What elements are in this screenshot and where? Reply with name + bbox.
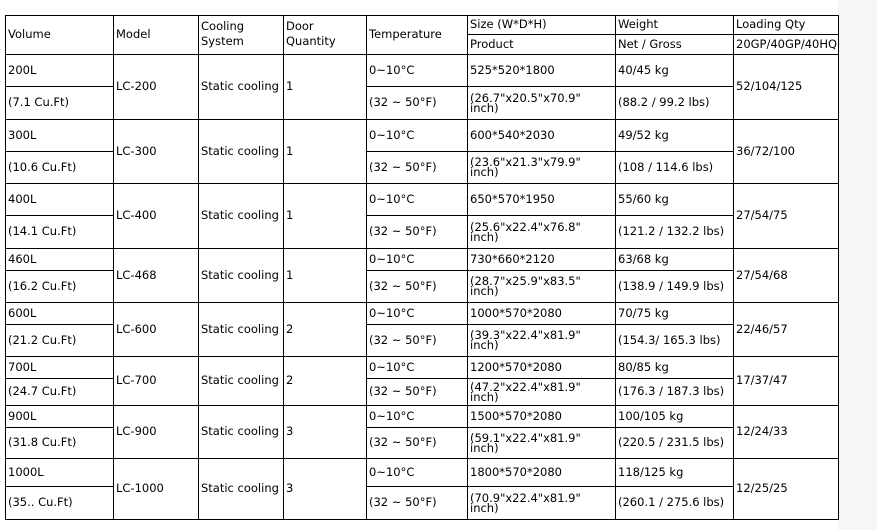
header-cooling-line2: System [201,33,244,48]
row-size-in: (25.6"x22.4"x76.8" inch) [470,219,581,244]
header-loading: Loading Qty [736,16,806,31]
row-volume: 1000L [8,464,44,479]
header-model: Model [116,27,151,41]
table-rule [5,15,839,16]
header-temperature: Temperature [369,27,442,41]
row-cooling: Static cooling [201,321,279,336]
row-volume-cuft: (24.7 Cu.Ft) [8,384,77,398]
row-loading: 12/25/25 [736,481,788,495]
row-temp-f: (32 ~ 50°F) [369,95,437,109]
table-rule [838,15,839,520]
row-temp-f: (32 ~ 50°F) [369,332,437,347]
row-size-mm: 1200*570*2080 [470,359,562,374]
row-loading: 52/104/125 [736,79,803,93]
row-loading: 36/72/100 [736,143,795,158]
row-model: LC-468 [116,267,157,282]
table-rule [366,427,734,428]
row-doors: 1 [286,267,294,282]
row-temp-c: 0~10°C [369,127,415,142]
table-rule [366,151,734,152]
row-size-mm: 650*570*1950 [470,191,555,206]
row-loading: 22/46/57 [736,321,788,336]
row-weight-kg: 63/68 kg [618,251,669,266]
row-doors: 1 [286,143,294,158]
row-weight-lbs: (138.9 / 149.9 lbs) [618,278,725,293]
table-rule [5,119,839,120]
header-volume: Volume [8,27,51,41]
row-cooling: Static cooling [201,481,279,495]
row-doors: 3 [286,481,294,495]
table-rule [5,458,839,459]
row-weight-lbs: (121.2 / 132.2 lbs) [618,224,725,238]
table-rule [5,215,114,216]
row-model: LC-700 [116,373,157,387]
row-model: LC-300 [116,143,157,158]
header-size: Size (W*D*H) [470,16,547,31]
row-size-in: (47.2"x22.4"x81.9" inch) [470,379,581,404]
row-volume-cuft: (14.1 Cu.Ft) [8,224,77,238]
row-size-in: (39.3"x22.4"x81.9" inch) [470,328,581,352]
row-cooling: Static cooling [201,373,279,387]
row-doors: 3 [286,424,294,438]
table-rule [5,302,839,303]
row-temp-c: 0~10°C [369,191,415,206]
row-doors: 2 [286,321,294,336]
table-rule [366,486,734,487]
row-volume: 600L [8,305,37,320]
row-volume: 300L [8,127,37,142]
row-weight-kg: 118/125 kg [618,464,684,479]
row-volume: 200L [8,62,37,77]
header-cooling-line1: Cooling [201,18,245,33]
table-rule [5,324,114,325]
table-rule [467,34,839,35]
row-cooling: Static cooling [201,143,279,158]
table-rule [5,183,839,184]
row-volume: 900L [8,408,37,423]
row-size-mm: 1500*570*2080 [470,408,562,423]
table-rule [366,86,734,87]
row-volume-cuft: (10.6 Cu.Ft) [8,159,77,174]
table-rule [5,427,114,428]
header-door-line1: Door [286,18,314,33]
row-model: LC-900 [116,424,157,438]
row-size-mm: 525*520*1800 [470,62,555,77]
table-rule [366,270,734,271]
row-size-mm: 1800*570*2080 [470,464,562,479]
header-door-line2: Quantity [286,33,336,48]
row-model: LC-400 [116,208,157,222]
row-loading: 27/54/68 [736,267,788,282]
row-size-in: (70.9"x22.4"x81.9" inch) [470,490,581,515]
row-size-mm: 730*660*2120 [470,251,555,266]
table-rule [366,378,734,379]
row-temp-c: 0~10°C [369,62,415,77]
header-weight: Weight [618,16,659,31]
row-weight-kg: 80/85 kg [618,359,669,374]
row-weight-kg: 70/75 kg [618,305,669,320]
row-cooling: Static cooling [201,424,279,438]
row-temp-c: 0~10°C [369,305,415,320]
header-loading-sub: 20GP/40GP/40HQ [736,36,838,51]
row-size-in: (23.6"x21.3"x79.9" inch) [470,155,581,179]
row-weight-lbs: (108 / 114.6 lbs) [618,159,714,174]
row-temp-f: (32 ~ 50°F) [369,224,437,238]
row-temp-f: (32 ~ 50°F) [369,278,437,293]
row-cooling: Static cooling [201,79,279,93]
row-loading: 27/54/75 [736,208,788,222]
table-rule [5,405,839,406]
row-weight-kg: 100/105 kg [618,408,684,423]
row-model: LC-600 [116,321,157,336]
row-volume-cuft: (31.8 Cu.Ft) [8,435,77,449]
table-rule [5,248,839,249]
row-volume-cuft: (7.1 Cu.Ft) [8,95,70,109]
row-volume: 400L [8,191,37,206]
table-rule [5,486,114,487]
row-volume-cuft: (16.2 Cu.Ft) [8,278,77,293]
row-model: LC-1000 [116,481,164,495]
row-size-in: (26.7"x20.5"x70.9" inch) [470,90,581,115]
table-rule [5,519,839,520]
row-model: LC-200 [116,79,157,93]
row-volume: 460L [8,251,37,266]
table-rule [5,151,114,152]
row-doors: 1 [286,208,294,222]
row-temp-c: 0~10°C [369,359,415,374]
row-temp-c: 0~10°C [369,464,415,479]
table-rule [5,356,839,357]
row-weight-lbs: (176.3 / 187.3 lbs) [618,384,725,398]
row-weight-lbs: (220.5 / 231.5 lbs) [618,435,725,449]
header-weight-sub: Net / Gross [618,36,682,51]
row-size-mm: 1000*570*2080 [470,305,562,320]
row-size-in: (28.7"x25.9"x83.5" inch) [470,274,581,298]
row-weight-kg: 55/60 kg [618,191,669,206]
row-temp-f: (32 ~ 50°F) [369,435,437,449]
row-temp-f: (32 ~ 50°F) [369,384,437,398]
row-size-in: (59.1"x22.4"x81.9" inch) [470,430,581,455]
row-loading: 17/37/47 [736,373,788,387]
row-volume-cuft: (35.. Cu.Ft) [8,495,73,509]
row-temp-c: 0~10°C [369,408,415,423]
row-cooling: Static cooling [201,267,279,282]
table-rule [5,86,114,87]
row-temp-f: (32 ~ 50°F) [369,495,437,509]
row-weight-lbs: (88.2 / 99.2 lbs) [618,95,710,109]
row-temp-c: 0~10°C [369,251,415,266]
table-rule [5,54,839,55]
row-temp-f: (32 ~ 50°F) [369,159,437,174]
row-size-mm: 600*540*2030 [470,127,555,142]
row-doors: 1 [286,79,294,93]
header-size-sub: Product [470,36,514,51]
row-weight-kg: 40/45 kg [618,62,669,77]
row-weight-lbs: (260.1 / 275.6 lbs) [618,495,725,509]
row-volume: 700L [8,359,37,374]
row-weight-kg: 49/52 kg [618,127,669,142]
row-volume-cuft: (21.2 Cu.Ft) [8,332,77,347]
table-rule [5,378,114,379]
row-weight-lbs: (154.3/ 165.3 lbs) [618,332,721,347]
table-rule [366,215,734,216]
table-rule [366,324,734,325]
row-cooling: Static cooling [201,208,279,222]
row-loading: 12/24/33 [736,424,788,438]
row-doors: 2 [286,373,294,387]
table-rule [5,270,114,271]
